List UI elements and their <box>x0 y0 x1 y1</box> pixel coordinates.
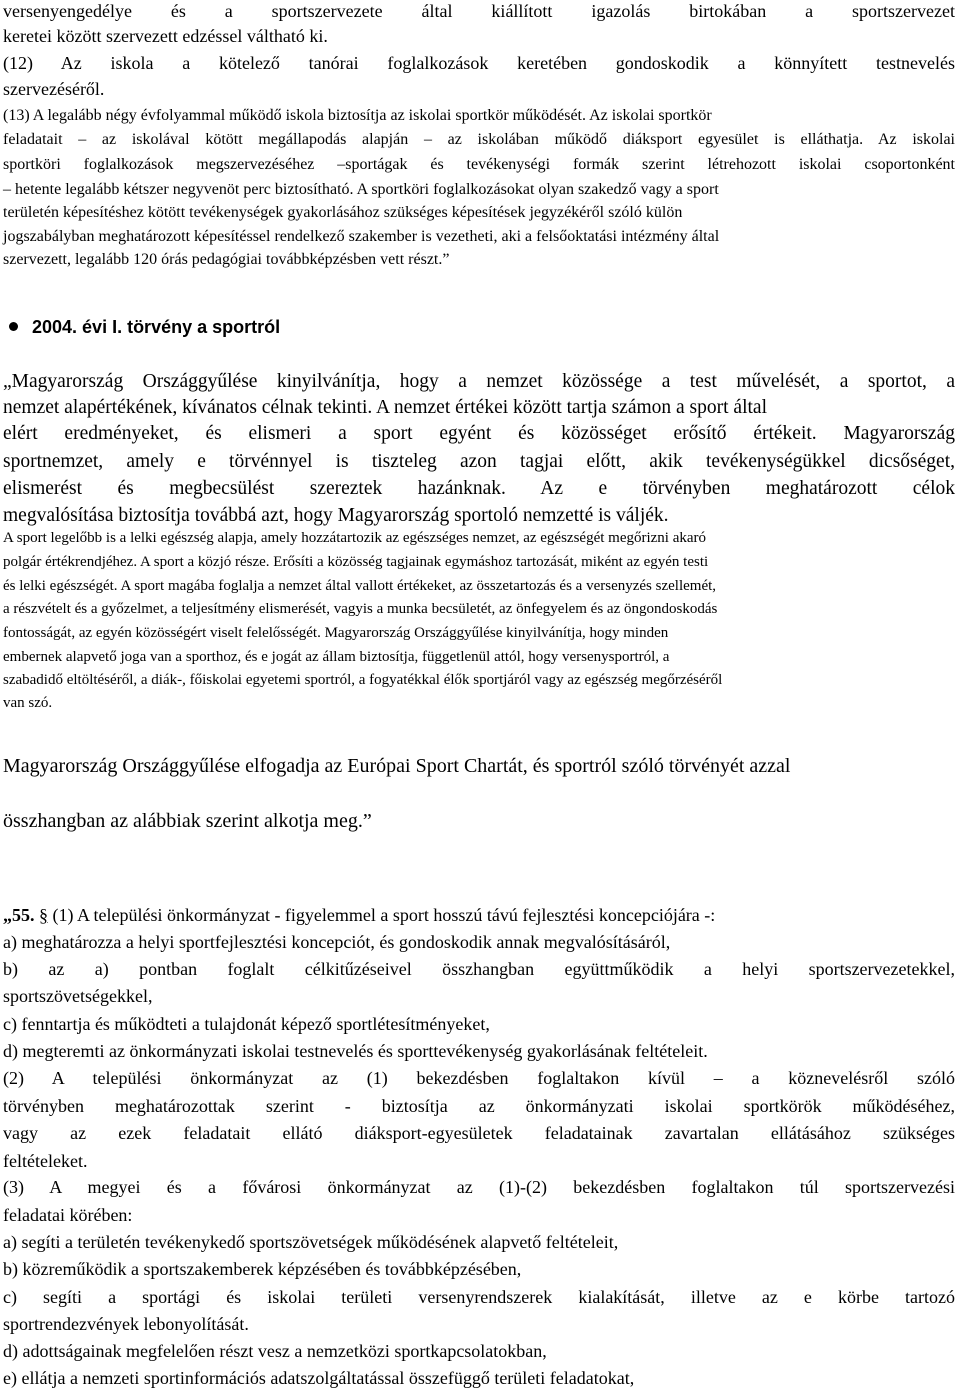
heading-text: 2004. évi I. törvény a sportról <box>32 317 281 337</box>
text-line: keretei között szervezett edzéssel váltható ki. <box>3 26 328 46</box>
text-line: – hetente legalább kétszer negyvenöt perc biztosítható. A sportköri foglalkozásokat olyan szakedző vagy a sport <box>3 181 719 198</box>
text-line: nemzet alapértékének, kívánatos célnak tekinti. A nemzet értékei között tartja számon a sport által <box>3 397 767 418</box>
text-line: (2) A települési önkormányzat az (1) bekezdésben foglaltakon kívül – a köznevelésről szóló <box>3 1068 955 1088</box>
text-line: feladatai körében: <box>3 1205 133 1225</box>
text-line: embernek alapvető joga van a sporthoz, és e jogát az állam biztosítja, függetlenül attól, hogy versenysportról, a <box>3 649 670 665</box>
text-line: (3) A megyei és a fővárosi önkormányzat az (1)-(2) bekezdésben foglaltakon túl sportszervezési <box>3 1177 955 1197</box>
text-line: e) ellátja a nemzeti sportinformációs adatszolgáltatással összefüggő területi feladatokat, <box>3 1368 635 1388</box>
text-line: A sport legelőbb is a lelki egészség alapja, amely hozzátartozik az egészséges nemzet, az egészségét megőrizni akaró <box>3 530 707 546</box>
text-line: d) megteremti az önkormányzati iskolai testnevelés és sporttevékenység gyakorlásának feltételeit. <box>3 1041 708 1061</box>
text-line: fontosságát, az egyén közösségért viselt felelősségét. Magyarország Országgyűlése kinyilvánítja, hogy minden <box>3 625 669 641</box>
text-line: a) meghatározza a helyi sportfejlesztési koncepciót, és gondoskodik annak megvalósításáról, <box>3 932 671 952</box>
text-line: versenyengedélye és a sportszervezete által kiállított igazolás birtokában a sportszervezet <box>3 1 955 21</box>
text-line: sportnemzet, amely e törvénnyel is tiszteleg azon tagjai előtt, akik tevékenységükkel dicsőséget, <box>3 451 955 472</box>
text-line: feltételeket. <box>3 1151 88 1171</box>
text-fragment: (1) A települési önkormányzat - figyelemmel a sport hosszú távú fejlesztési koncepciójára -: <box>52 905 716 925</box>
text-line: a részvételt és a győzelmet, a teljesítmény elismerését, vagyis a munka becsületét, az önfegyelem és az öngondoskodás <box>3 601 718 617</box>
text-line: feladatait – az iskolával kötött megállapodás alapján – az iskolában működő diáksport egyesület is elláthatja. Az iskolai <box>3 131 955 148</box>
text-line: elismerést és megbecsülést szereztek hazánknak. Az e törvényben meghatározott célok <box>3 478 955 499</box>
text-line: b) közreműködik a sportszakemberek képzésében és továbbképzésében, <box>3 1259 522 1279</box>
text-line <box>3 904 955 926</box>
text-line: (12) Az iskola a kötelező tanórai foglalkozások keretében gondoskodik a könnyített testnevelés <box>3 53 955 73</box>
text-line: a) segíti a területén tevékenykedő sportszövetségek működésének alapvető feltételeit, <box>3 1232 619 1252</box>
section-number: „55. <box>3 905 35 925</box>
text-line: d) adottságainak megfelelően részt vesz a nemzetközi sportkapcsolatokban, <box>3 1341 547 1361</box>
text-line: vagy az ezek feladatait ellátó diáksport-egyesületek feladatainak zavartalan ellátásához szükséges <box>3 1123 955 1143</box>
text-line: Magyarország Országgyűlése elfogadja az Európai Sport Chartát, és sportról szóló törvényét azzal <box>3 755 791 777</box>
text-line: elért eredményeket, és elismeri a sport egyént és közösséget erősítő értékeit. Magyarország <box>3 423 955 444</box>
text-line: megvalósítása biztosítja továbbá azt, hogy Magyarország sportoló nemzetté is váljék. <box>3 505 669 526</box>
text-line: polgár értékrendjéhez. A sport a közjó része. Erősíti a közösség tagjainak egymáshoz tartozását, miként az egyén testi <box>3 554 709 570</box>
text-line: c) segíti a sportági és iskolai területi versenyrendszerek kialakítását, illetve az e körbe tartozó <box>3 1287 955 1307</box>
text-line: összhangban az alábbiak szerint alkotja meg.” <box>3 810 372 832</box>
section-heading <box>3 316 955 338</box>
bullet-icon <box>9 322 18 331</box>
text-line: területén képesítéshez kötött tevékenységek gyakorlásához szükséges képesítések jegyzékéről szóló külön <box>3 204 683 221</box>
text-line: szervezett, legalább 120 órás pedagógiai továbbképzésben vett részt.” <box>3 251 450 268</box>
text-line: b) az a) pontban foglalt célkitűzéseivel összhangban együttműködik a helyi sportszervezetekkel, <box>3 959 955 979</box>
text-line: szervezéséről. <box>3 79 105 99</box>
paragraph-sign: § <box>39 905 48 925</box>
text-line: törvényben meghatározottak szerint - biztosítja az önkormányzati iskolai sportkörök működéséhez, <box>3 1096 955 1116</box>
text-line: szabadidő eltöltéséről, a diák-, főiskolai egyetemi sportról, a fogyatékkal élők sportjáról vagy az egészség megőrzéséről <box>3 672 723 688</box>
text-line: (13) A legalább négy évfolyammal működő iskola biztosítja az iskolai sportkör működését. Az iskolai sportkör <box>3 107 712 124</box>
text-line: sportszövetségekkel, <box>3 986 153 1006</box>
text-line: sportköri foglalkozások megszervezéséhez –sportágak és tevékenységi formák szerint létrehozott iskolai csoportonként <box>3 156 955 173</box>
text-line: c) fenntartja és működteti a tulajdonát képező sportlétesítményeket, <box>3 1014 490 1034</box>
text-line: és lelki egészségét. A sport magába foglalja a nemzet által vallott értékeket, az összetartozás és a versenyzés szellemét, <box>3 578 717 594</box>
text-line: van szó. <box>3 695 53 711</box>
text-line: „Magyarország Országgyűlése kinyilvánítja, hogy a nemzet közössége a test művelését, a sportot, a <box>3 371 955 392</box>
text-line: sportrendezvények lebonyolítását. <box>3 1314 249 1334</box>
text-line: jogszabályban meghatározott képesítéssel rendelkező szakember is vezetheti, aki a felsőoktatási intézmény által <box>3 228 720 245</box>
